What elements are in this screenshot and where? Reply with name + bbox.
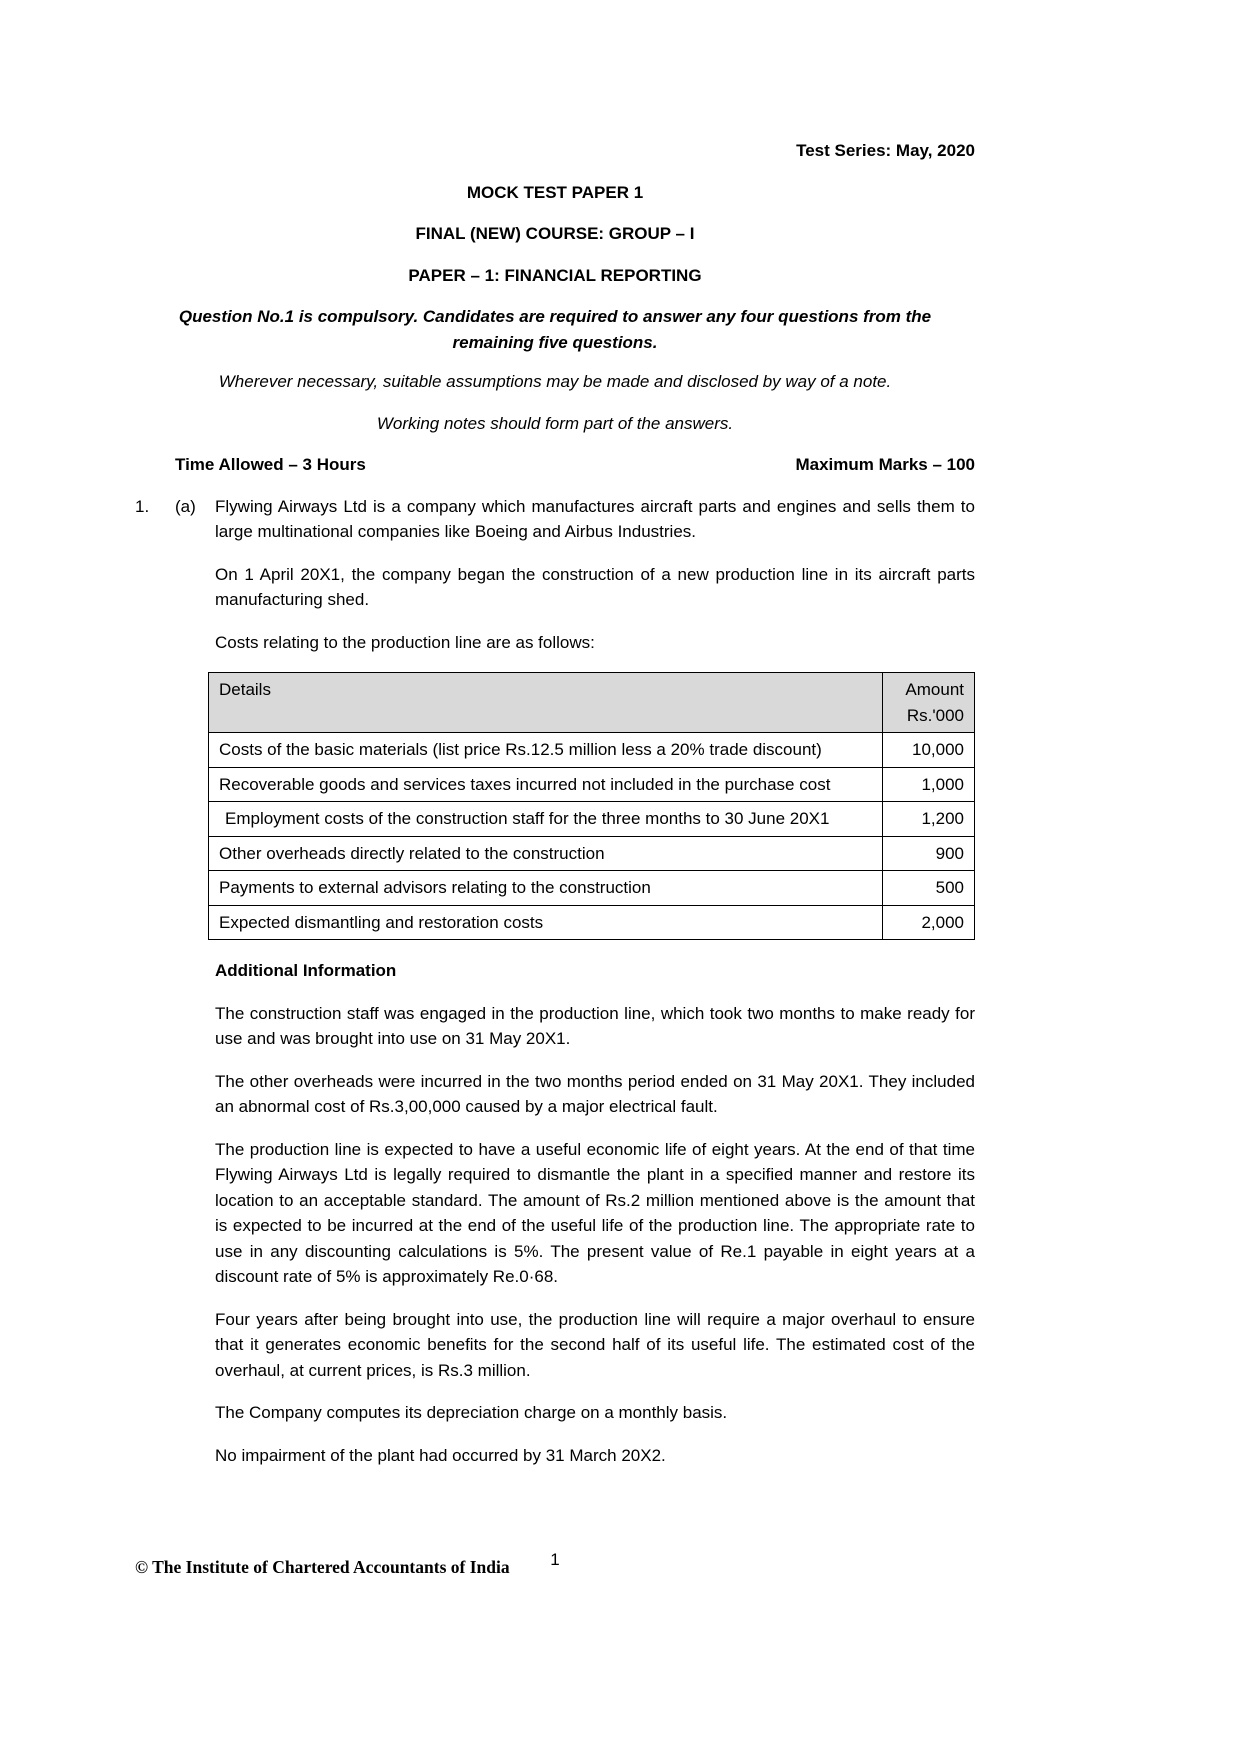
- amount-header-line1: Amount: [905, 680, 964, 699]
- test-series-label: Test Series: May, 2020: [796, 141, 975, 160]
- table-row: [209, 871, 975, 906]
- maximum-marks-label: Maximum Marks – 100: [795, 455, 975, 474]
- additional-info-paragraph: The construction staff was engaged in the production line, which took two months to make ready for use and was brought into use on 31 May 20X1.: [215, 1003, 975, 1048]
- cost-details-cell: Other overheads directly related to the construction: [209, 836, 883, 871]
- cost-amount-cell: 10,000: [883, 733, 975, 768]
- additional-info-paragraph: The other overheads were incurred in the two months period ended on 31 May 20X1. They included an abnormal cost of Rs.3,00,000 caused by a major electrical fault.: [215, 1071, 975, 1116]
- exam-instruction-primary: Question No.1 is compulsory. Candidates are required to answer any four questions from the remaining five questions.: [178, 307, 932, 352]
- cost-amount-cell: 1,200: [883, 802, 975, 837]
- copyright-notice: © The Institute of Chartered Accountants of India: [135, 1557, 510, 1577]
- additional-info-paragraph: Four years after being brought into use, the production line will require a major overhaul to ensure that it generates economic benefits for the second half of its useful life. The estimated cost of the overhaul, at current prices, is Rs.3 million.: [215, 1309, 975, 1380]
- time-allowed-label: Time Allowed – 3 Hours: [175, 455, 366, 474]
- table-row: [209, 905, 975, 940]
- amount-header-line2: Rs.'000: [906, 705, 964, 725]
- costs-table: [208, 672, 975, 940]
- question-part-label: (a): [175, 496, 196, 516]
- costs-table-header-row: [209, 673, 975, 733]
- cost-details-cell: Payments to external advisors relating to the construction: [209, 871, 883, 906]
- cost-amount-cell: 500: [883, 871, 975, 906]
- exam-instruction-assumptions: Wherever necessary, suitable assumptions may be made and disclosed by way of a note.: [218, 372, 892, 391]
- cost-details-cell: Recoverable goods and services taxes incurred not included in the purchase cost: [209, 767, 883, 802]
- page-number: 1: [550, 1550, 560, 1569]
- details-column-header: Details: [209, 673, 883, 733]
- question-paragraph: On 1 April 20X1, the company began the construction of a new production line in its aircraft parts manufacturing shed.: [215, 564, 975, 609]
- question-1a: [135, 494, 975, 1486]
- cost-details-cell: Employment costs of the construction staff for the three months to 30 June 20X1: [209, 802, 883, 837]
- question-number: 1.: [135, 496, 150, 516]
- additional-information-heading: Additional Information: [215, 961, 397, 980]
- table-row: [209, 767, 975, 802]
- question-paragraph: Flywing Airways Ltd is a company which manufactures aircraft parts and engines and sells them to large multinational companies like Boeing and Airbus Industries.: [215, 496, 975, 541]
- additional-info-paragraph: The Company computes its depreciation charge on a monthly basis.: [215, 1403, 728, 1422]
- table-row: [209, 836, 975, 871]
- table-row: [209, 802, 975, 837]
- additional-info-paragraph: No impairment of the plant had occurred by 31 March 20X2.: [215, 1445, 666, 1465]
- course-title: FINAL (NEW) COURSE: GROUP – I: [415, 224, 695, 243]
- question-body: [215, 494, 975, 1486]
- subject-title: PAPER – 1: FINANCIAL REPORTING: [408, 265, 702, 285]
- cost-amount-cell: 2,000: [883, 905, 975, 940]
- exam-instruction-working-notes: Working notes should form part of the answers.: [376, 413, 734, 433]
- time-marks-row: [135, 452, 975, 478]
- paper-title: MOCK TEST PAPER 1: [466, 182, 644, 202]
- cost-details-cell: Expected dismantling and restoration costs: [209, 905, 883, 940]
- table-row: [209, 733, 975, 768]
- cost-amount-cell: 1,000: [883, 767, 975, 802]
- amount-column-header: [883, 673, 975, 733]
- cost-details-cell: Costs of the basic materials (list price Rs.12.5 million less a 20% trade discount): [209, 733, 883, 768]
- question-paragraph: Costs relating to the production line are as follows:: [215, 632, 595, 652]
- cost-amount-cell: 900: [883, 836, 975, 871]
- additional-info-paragraph: The production line is expected to have a useful economic life of eight years. At the end of that time Flywing Airways Ltd is legally required to dismantle the plant in a specified manner and restore its location to an acceptable standard. The amount of Rs.2 million mentioned above is the amount that is expected to be incurred at the end of the useful life of the production line. The appropriate rate to use in any discounting calculations is 5%. The present value of Re.1 payable in eight years at a discount rate of 5% is approximately Re.0·68.: [215, 1139, 975, 1286]
